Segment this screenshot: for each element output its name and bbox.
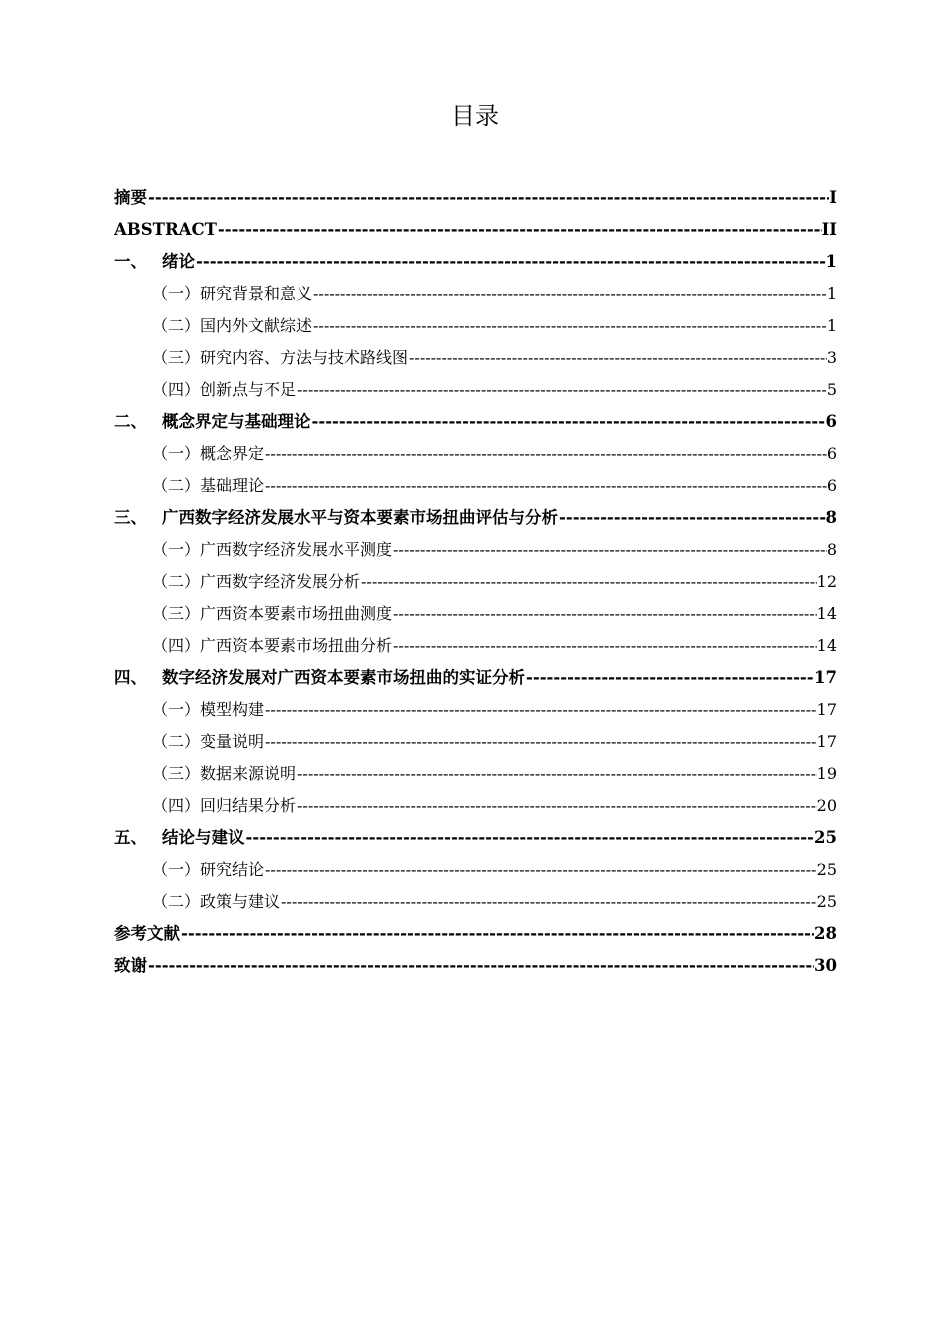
toc-entry-label: ABSTRACT: [114, 220, 217, 239]
toc-leader: [393, 598, 817, 630]
toc-leader: [313, 278, 827, 310]
toc-entry-page: 14: [816, 636, 837, 655]
toc-leader: [265, 470, 827, 502]
toc-leader: [297, 790, 817, 822]
toc-entry-page: 25: [816, 892, 837, 911]
toc-entry[interactable]: [114, 182, 837, 214]
toc-entry[interactable]: [114, 950, 837, 982]
toc-entry-page: 3: [826, 348, 837, 367]
toc-leader: [265, 438, 827, 470]
toc-entry-label: 结论与建议: [162, 828, 245, 847]
toc-entry-page: 12: [816, 572, 837, 591]
toc-leader: [409, 342, 827, 374]
toc-entry-page: 1: [826, 316, 837, 335]
toc-leader: [218, 214, 822, 246]
toc-subentry[interactable]: [114, 534, 837, 566]
toc-leader: [281, 886, 817, 918]
toc-entry-number: 四、: [114, 668, 147, 687]
toc-entry-label: （一）研究结论: [152, 860, 265, 879]
toc-leader: [393, 630, 817, 662]
toc-entry[interactable]: [114, 502, 837, 534]
toc-entry-label: 数字经济发展对广西资本要素市场扭曲的实证分析: [162, 668, 525, 687]
toc-entry-page: 17: [816, 732, 837, 751]
toc-subentry[interactable]: [114, 630, 837, 662]
toc-leader: [196, 246, 826, 278]
toc-leader: [313, 310, 827, 342]
toc-subentry[interactable]: [114, 278, 837, 310]
toc-subentry[interactable]: [114, 726, 837, 758]
toc-entry[interactable]: [114, 406, 837, 438]
toc-entry-label: （一）概念界定: [152, 444, 265, 463]
toc-entry-label: 概念界定与基础理论: [162, 412, 311, 431]
toc-entry-number: 五、: [114, 828, 147, 847]
toc-leader: [297, 374, 827, 406]
toc-leader: [181, 918, 814, 950]
toc-entry-label: 绪论: [162, 252, 195, 271]
toc-entry-number: 一、: [114, 252, 147, 271]
toc-entry-page: II: [821, 220, 837, 239]
toc-entry-label: （四）创新点与不足: [152, 380, 297, 399]
toc-entry[interactable]: [114, 918, 837, 950]
toc-leader: [526, 662, 814, 694]
toc-entry-label: （二）国内外文献综述: [152, 316, 313, 335]
toc-leader: [246, 822, 815, 854]
toc-entry-label: （一）模型构建: [152, 700, 265, 719]
toc-leader: [148, 950, 814, 982]
toc-entry-label: （三）研究内容、方法与技术路线图: [152, 348, 409, 367]
toc-entry-label: （四）回归结果分析: [152, 796, 297, 815]
toc-entry-label: （三）广西资本要素市场扭曲测度: [152, 604, 393, 623]
toc-subentry[interactable]: [114, 758, 837, 790]
toc-subentry[interactable]: [114, 470, 837, 502]
toc-leader: [265, 726, 817, 758]
toc-entry-page: 25: [816, 860, 837, 879]
toc-entry[interactable]: [114, 214, 837, 246]
toc-leader: [361, 566, 817, 598]
toc-entry-label: 参考文献: [114, 924, 180, 943]
toc-entry-label: （一）研究背景和意义: [152, 284, 313, 303]
toc-entry-page: 17: [814, 668, 837, 687]
toc-entry-page: 14: [816, 604, 837, 623]
toc-subentry[interactable]: [114, 790, 837, 822]
toc-entry-page: 8: [825, 508, 837, 527]
toc-entry-label: （一）广西数字经济发展水平测度: [152, 540, 393, 559]
toc-subentry[interactable]: [114, 694, 837, 726]
toc-entry-page: 8: [826, 540, 837, 559]
toc-entry-label: （二）政策与建议: [152, 892, 281, 911]
toc-entry-label: 摘要: [114, 188, 147, 207]
toc-entry-page: 6: [826, 444, 837, 463]
toc-leader: [312, 406, 826, 438]
toc-entry-page: 20: [816, 796, 837, 815]
table-of-contents: [114, 182, 837, 982]
toc-subentry[interactable]: [114, 374, 837, 406]
toc-entry[interactable]: [114, 822, 837, 854]
toc-leader: [265, 854, 817, 886]
toc-entry-label: （二）广西数字经济发展分析: [152, 572, 361, 591]
toc-leader: [148, 182, 829, 214]
toc-entry-page: 25: [814, 828, 837, 847]
toc-entry-page: 1: [825, 252, 837, 271]
toc-subentry[interactable]: [114, 598, 837, 630]
toc-leader: [393, 534, 827, 566]
toc-leader: [559, 502, 826, 534]
toc-entry-label: 广西数字经济发展水平与资本要素市场扭曲评估与分析: [162, 508, 558, 527]
toc-entry-page: 28: [814, 924, 837, 943]
toc-entry-page: 30: [814, 956, 837, 975]
toc-subentry[interactable]: [114, 886, 837, 918]
page-title: 目录: [451, 102, 499, 130]
toc-entry-label: （四）广西资本要素市场扭曲分析: [152, 636, 393, 655]
toc-entry-page: 5: [826, 380, 837, 399]
toc-entry-page: I: [829, 188, 837, 207]
toc-entry-label: 致谢: [114, 956, 147, 975]
toc-entry[interactable]: [114, 246, 837, 278]
toc-entry-label: （二）变量说明: [152, 732, 265, 751]
toc-entry-number: 三、: [114, 508, 147, 527]
toc-leader: [297, 758, 817, 790]
toc-subentry[interactable]: [114, 438, 837, 470]
toc-entry-number: 二、: [114, 412, 147, 431]
toc-entry-page: 1: [826, 284, 837, 303]
toc-entry-label: （三）数据来源说明: [152, 764, 297, 783]
toc-subentry[interactable]: [114, 854, 837, 886]
toc-entry[interactable]: [114, 662, 837, 694]
toc-entry-page: 17: [816, 700, 837, 719]
toc-entry-page: 6: [825, 412, 837, 431]
toc-entry-label: （二）基础理论: [152, 476, 265, 495]
toc-leader: [265, 694, 817, 726]
toc-subentry[interactable]: [114, 566, 837, 598]
toc-subentry[interactable]: [114, 310, 837, 342]
toc-entry-page: 6: [826, 476, 837, 495]
toc-entry-page: 19: [816, 764, 837, 783]
toc-subentry[interactable]: [114, 342, 837, 374]
